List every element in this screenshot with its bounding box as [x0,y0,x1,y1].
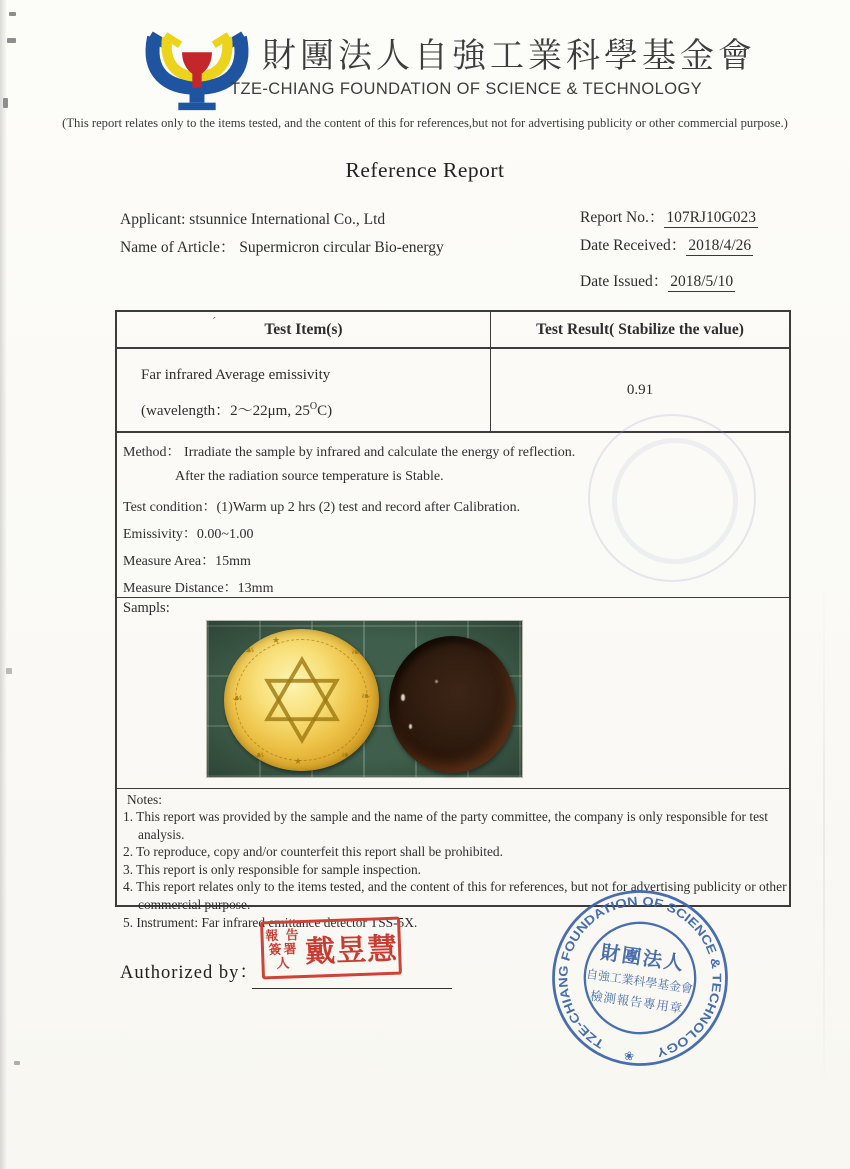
report-meta-block [580,204,758,296]
celsius-text: C) [317,403,333,419]
date-issued-value: 2018/5/10 [670,273,734,290]
scan-artifact [7,38,16,43]
date-issued-row [580,268,758,296]
test-item-line1: Far infrared Average emissivity [141,367,331,383]
specular-glint [401,694,405,701]
foundation-blue-seal [536,874,744,1082]
test-result-cell: 0.91 [626,381,654,398]
coin-scroll-ornament: ☙ [244,643,255,657]
report-no-value: 107RJ10G023 [666,209,756,226]
notes-section [117,789,789,930]
scan-artifact [6,668,12,674]
measure-distance-line: Measure Distance：13mm [123,581,274,596]
results-table [115,310,791,930]
specular-glint [435,680,438,683]
test-item-cell [117,349,491,431]
samples-section [117,598,789,789]
coin-scroll-ornament: ☙ [232,691,243,705]
test-item-line2 [141,391,490,427]
table-row [117,349,789,433]
dark-disc-sample [389,636,515,773]
note-item: 3. This report is only responsible for sample inspection. [123,861,422,877]
note-item: 2. To reproduce, copy and/or counterfeit this report shall be prohibited. [123,844,503,860]
coin-scroll-ornament: ❧ [350,645,361,659]
gold-coin-sample [224,629,379,771]
coin-star-ornament: ★ [272,635,281,645]
specular-glint [409,724,412,729]
coin-scroll-ornament: ☙ [254,748,265,762]
foundation-logo-icon [138,28,256,112]
seal-line1: 財團法人 [599,942,687,976]
applicant-block [120,206,444,262]
date-received-label: Date Received： [580,237,687,254]
seal-line2: 自強工業科學基金會 [585,966,694,996]
red-stamp-title-row2: 簽署人 [268,941,299,971]
scan-artifact [14,1061,20,1065]
date-issued-label: Date Issued： [580,273,669,290]
disclaimer-text: (This report relates only to the items tested, and the content of this for references,but not for advertising publicity or other commercial purpose.) [62,116,788,130]
scan-artifact [3,98,8,108]
note-item: 5. Instrument: Far infrared emittance detector TSS-5X. [123,914,418,930]
authorized-by-label: Authorized by： [120,963,259,983]
report-no-label: Report No.： [580,209,665,226]
org-names [230,28,756,99]
applicant-line: Applicant: stsunnice International Co., Ltd [120,211,386,228]
report-title: Reference Report [345,158,505,182]
col-test-result-header: Test Result( Stabilize the value) [536,320,744,338]
red-stamp-signer-name: 戴昱慧 [304,932,399,969]
red-stamp-title-row1: 報 告 [265,927,301,944]
seal-line3: 檢測報告專用章 [589,988,684,1016]
article-line: Name of Article： Supermicron circular Bio-energy [120,239,444,256]
paper-crease [823,580,825,1100]
superscript-o: O [309,401,318,412]
date-received-row [580,232,758,260]
method-section [117,433,789,598]
signature-line [252,988,452,989]
samples-label: Sampls: [123,600,170,616]
test-items-header-label: Test Item(s) [264,320,343,338]
notes-label: Notes: [127,792,162,807]
date-received-value: 2018/4/26 [688,237,752,254]
coin-scroll-ornament: ❧ [360,689,371,703]
col-test-items-header [117,312,491,347]
scan-artifact [9,12,16,16]
org-name-zh: 財團法人自強工業科學基金會 [262,37,756,75]
wavelength-text: (wavelength：2～22μm, 25 [141,403,310,419]
measure-area-line: Measure Area：15mm [123,554,251,569]
scan-stray-mark: ´ [212,314,217,329]
signer-red-stamp [260,917,402,980]
test-condition-line: Test condition：(1)Warm up 2 hrs (2) test and record after Calibration. [123,500,521,515]
seal-ring-text: TZE-CHIANG FOUNDATION OF SCIENCE & TECHNOLOGY [556,894,724,1060]
note-item: 4. This report relates only to the items tested, and the content of this for references, but not for advertising publicity or other commercial purpose. [123,879,787,912]
coin-star-ornament: ★ [294,756,303,766]
org-name-en: TZE-CHIANG FOUNDATION OF SCIENCE & TECHNOLOGY [230,80,703,98]
coin-scroll-ornament: ❧ [340,748,351,762]
method-line: Method： Irradiate the sample by infrared and calculate the energy of reflection. [123,445,576,460]
method-line: After the radiation source temperature is Stable. [175,469,444,484]
star-of-david-icon [254,652,350,748]
red-stamp-title [263,928,303,971]
table-header-row [117,312,789,349]
seal-flower-icon: ❀ [623,1048,635,1064]
letterhead [138,28,756,112]
report-no-row [580,204,758,232]
sample-photo [207,621,522,777]
emissivity-line: Emissivity：0.00~1.00 [123,527,254,542]
note-item: 1. This report was provided by the sample and the name of the party committee, the company is only responsible for test analysis. [123,809,768,842]
